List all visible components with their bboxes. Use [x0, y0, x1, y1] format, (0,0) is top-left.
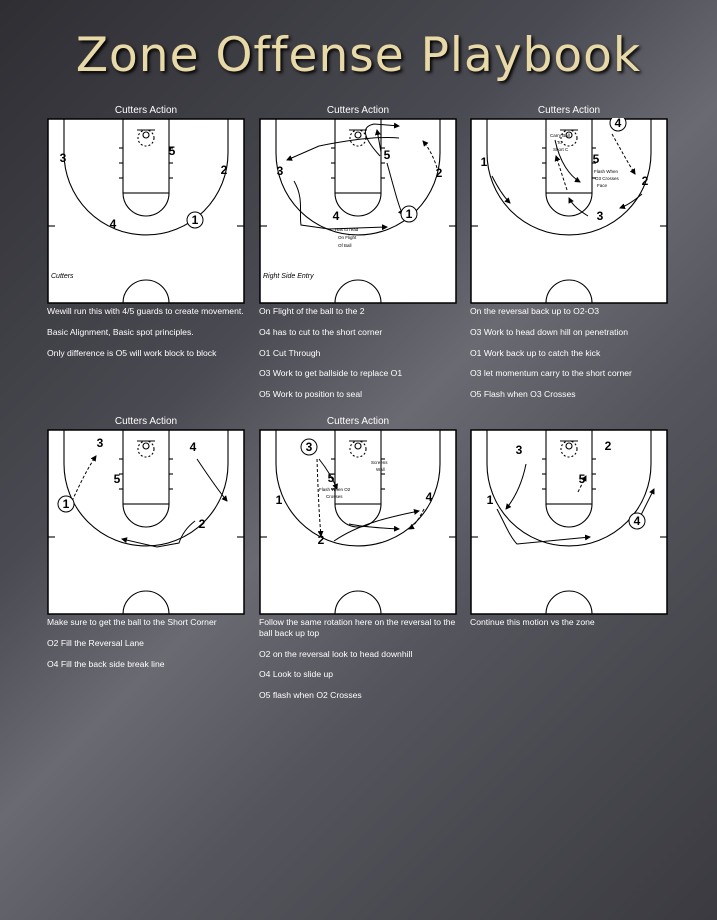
- diagram-annotation: Face: [597, 183, 608, 188]
- note-line: O4 Fill the back side break line: [47, 658, 165, 669]
- play-notes: [47, 617, 245, 669]
- player-3-marker: 3: [96, 436, 104, 450]
- note-line: O5 Flash when O3 Crosses: [470, 389, 576, 400]
- panel-heading: Cutters Action: [326, 416, 390, 427]
- diagram-annotation: On Flight: [338, 235, 357, 240]
- player-4-marker: 4: [633, 514, 641, 528]
- player-2-marker: 2: [198, 517, 206, 531]
- panel-heading: Cutters Action: [114, 105, 178, 116]
- play-notes: [259, 306, 457, 400]
- player-4-marker: 4: [332, 209, 340, 223]
- note-line: Wewill run this with 4/5 guards to create movement.: [47, 306, 244, 316]
- play-notes: [470, 306, 668, 400]
- note-line: Make sure to get the ball to the Short Corner: [47, 617, 217, 627]
- note-line: O3 Work to get ballside to replace O1: [259, 368, 403, 379]
- player-2-marker: 2: [317, 533, 325, 547]
- court-floor: [48, 430, 244, 614]
- note-line: O5 flash when O2 Crosses: [259, 690, 362, 701]
- player-1-marker: 1: [486, 493, 494, 507]
- player-1-marker: 1: [480, 155, 488, 169]
- note-line: O1 Cut Through: [259, 347, 321, 358]
- player-2-marker: 2: [641, 174, 649, 188]
- player-1-marker: 1: [191, 213, 199, 227]
- diagram-annotation: Short C: [553, 147, 569, 152]
- player-3-marker: 3: [305, 440, 313, 454]
- play-notes: [47, 306, 245, 358]
- note-line: O5 Work to position to seal: [259, 389, 363, 400]
- player-5-marker: 5: [592, 152, 600, 166]
- court-diagram: [470, 429, 668, 615]
- player-3-marker: 3: [515, 443, 523, 457]
- play-panel-5: [259, 415, 457, 711]
- note-line: O4 Look to slide up: [259, 669, 334, 680]
- player-2-marker: 2: [435, 166, 443, 180]
- diagram-annotation: O3 Crosses: [595, 176, 619, 181]
- court-diagram: [259, 429, 457, 615]
- diagram-annotation: Screens: [371, 460, 388, 465]
- panel-heading: Cutters Action: [326, 105, 390, 116]
- diagram-annotation: Has to read: [335, 227, 359, 232]
- note-line: On the reversal back up to O2-O3: [470, 306, 599, 316]
- play-notes: [470, 617, 668, 628]
- note-line: O1 Work back up to catch the kick: [470, 347, 601, 358]
- player-5-marker: 5: [383, 148, 391, 162]
- diagram-annotation: Flash When: [594, 169, 619, 174]
- note-line: Basic Alignment, Basic spot principles.: [47, 326, 194, 337]
- panel-heading: [470, 415, 668, 429]
- page-title: Zone Offense Playbook: [75, 28, 642, 83]
- player-3-marker: 3: [596, 209, 604, 223]
- play-panel-3: [470, 104, 668, 410]
- play-panel-1: [47, 104, 245, 368]
- court-diagram: [47, 429, 245, 615]
- player-4-marker: 4: [189, 440, 197, 454]
- note-line: O4 has to cut to the short corner: [259, 326, 383, 337]
- diagram-annotation: Carry Ball: [550, 133, 570, 138]
- player-2-marker: 2: [220, 163, 228, 177]
- player-3-marker: 3: [59, 151, 67, 165]
- note-line: Continue this motion vs the zone: [470, 617, 595, 627]
- court-floor: [48, 119, 244, 303]
- diagram-annotation: To: [557, 140, 562, 145]
- diagram-annotation: Flash When O2: [319, 487, 351, 492]
- court-floor: [471, 119, 667, 303]
- panel-heading: Cutters Action: [114, 416, 178, 427]
- diagram-annotation: Wall: [376, 467, 385, 472]
- court-floor: [260, 430, 456, 614]
- court-diagram: [470, 118, 668, 304]
- note-line: O2 Fill the Reversal Lane: [47, 637, 144, 648]
- player-4-marker: 4: [425, 490, 433, 504]
- player-4-marker: 4: [109, 217, 117, 231]
- player-3-marker: 3: [276, 164, 284, 178]
- court-diagram: [259, 118, 457, 304]
- player-2-marker: 2: [604, 439, 612, 453]
- note-line: O2 on the reversal look to head downhill: [259, 648, 413, 659]
- play-panel-6: [470, 415, 668, 638]
- set-name-label: Cutters: [51, 273, 74, 280]
- panel-heading: Cutters Action: [537, 105, 601, 116]
- note-line: Only difference is O5 will work block to block: [47, 347, 217, 358]
- note-line: Follow the same rotation here on the reversal to the ball back up top: [259, 617, 456, 638]
- play-panel-4: [47, 415, 245, 679]
- note-line: O3 let momentum carry to the short corner: [470, 368, 632, 379]
- player-5-marker: 5: [578, 472, 586, 486]
- court-diagram: [47, 118, 245, 304]
- player-1-marker: 1: [405, 207, 413, 221]
- player-4-marker: 4: [614, 118, 622, 130]
- diagram-annotation: Crosses: [326, 494, 343, 499]
- player-1-marker: 1: [62, 497, 70, 511]
- play-notes: [259, 617, 457, 701]
- play-panel-2: [259, 104, 457, 410]
- set-name-label: Right Side Entry: [263, 273, 314, 280]
- note-line: O3 Work to head down hill on penetration: [470, 326, 628, 337]
- note-line: On Flight of the ball to the 2: [259, 306, 365, 316]
- player-1-marker: 1: [275, 493, 283, 507]
- diagram-annotation: Of Ball: [338, 243, 352, 248]
- player-5-marker: 5: [113, 472, 121, 486]
- player-5-marker: 5: [327, 471, 335, 485]
- player-5-marker: 5: [168, 144, 176, 158]
